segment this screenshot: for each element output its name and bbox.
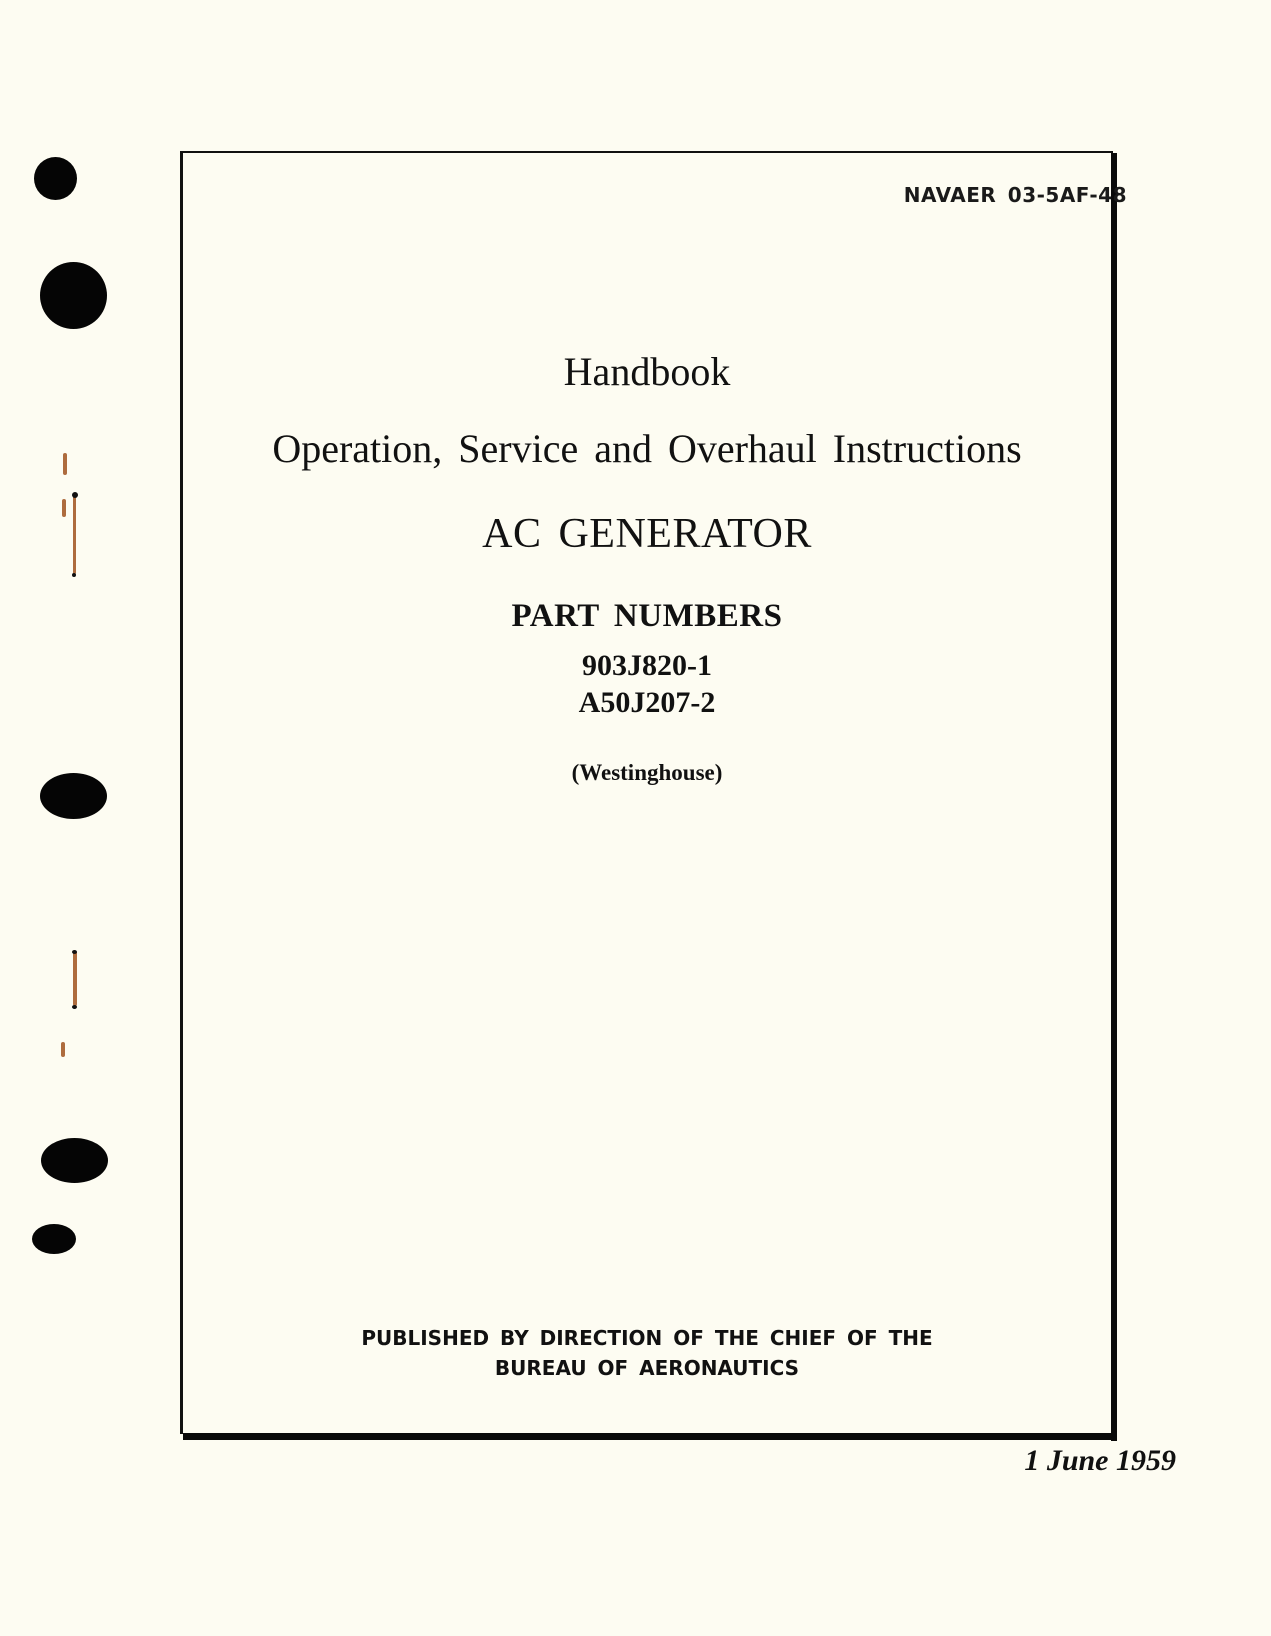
rust-mark (63, 453, 67, 475)
rust-mark (73, 494, 76, 574)
punch-hole (34, 157, 77, 200)
staple-end (72, 573, 76, 577)
part-number: 903J820-1 (582, 649, 712, 682)
manufacturer: (Westinghouse) (571, 760, 723, 785)
punch-hole (40, 773, 107, 819)
punch-hole (41, 1138, 108, 1183)
rust-mark (61, 1042, 65, 1057)
publisher-statement (183, 1323, 1111, 1383)
punch-hole (40, 262, 107, 329)
part-numbers-heading: PART NUMBERS (511, 598, 783, 634)
rust-mark (73, 951, 77, 1006)
publication-date: 1 June 1959 (1024, 1444, 1176, 1477)
frame-shadow (183, 1433, 1117, 1440)
staple-end (72, 492, 78, 498)
publisher-line-1: PUBLISHED BY DIRECTION OF THE CHIEF OF THE (361, 1326, 933, 1350)
punch-hole (32, 1224, 76, 1254)
staple-end (72, 950, 77, 954)
cover-frame (180, 151, 1113, 1434)
rust-mark (62, 499, 66, 517)
part-number: A50J207-2 (578, 686, 716, 719)
title-handbook: Handbook (563, 349, 731, 394)
title-instructions: Operation, Service and Overhaul Instructions (272, 426, 1022, 471)
product-title: AC GENERATOR (482, 511, 812, 557)
document-number: NAVAER 03-5AF-48 (903, 183, 1127, 207)
staple-end (72, 1005, 77, 1009)
publisher-line-2: BUREAU OF AERONAUTICS (494, 1356, 800, 1380)
